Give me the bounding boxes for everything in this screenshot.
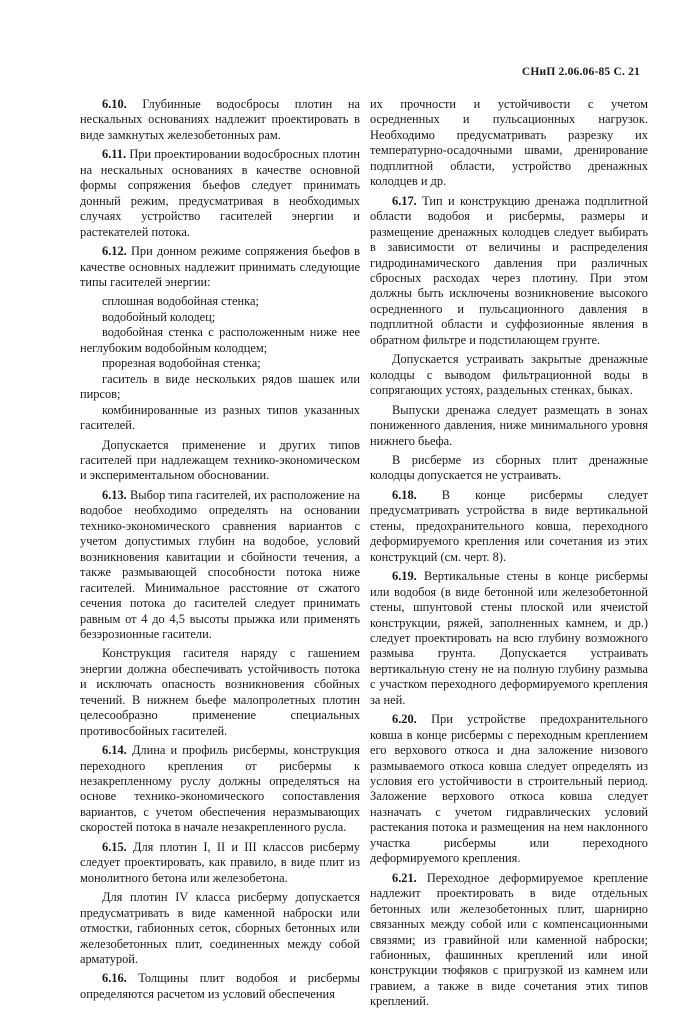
list-item xyxy=(80,294,360,309)
paragraph-text: Тип и конструкцию дренажа подплитной области водобоя и рисбермы, размеры и размещение дренажных колодцев следует выбирать в зависимости от величины и распределения гидродинамического давления при различных сбросных расходах через плотину. При этом должны быть исключены возникновение высокого осредненного и пульсационного давления в подплитной области и суффозионные явления в обратном фильтре и подстилающем грунте. xyxy=(370,193,648,347)
section-number: 6.20. xyxy=(392,712,417,727)
section-paragraph xyxy=(370,488,648,565)
section-number: 6.17. xyxy=(392,193,417,208)
paragraph-text: комбинированные из разных типов указанных гасителей. xyxy=(80,402,360,433)
paragraph-text: В конце рисбермы следует предусматривать устройства в виде вертикальной стены, предохранительного ковша, переходного деформируемого крепления или сочетания из этих конструкций (см. черт. 8). xyxy=(370,487,648,564)
paragraph-text: прорезная водобойная стенка; xyxy=(102,356,261,371)
paragraph-text: их прочности и устойчивости с учетом осредненных и пульсационных нагрузок. Необходимо предусматривать разрезку их температурно-осадочными швами, дренирование подплитной области, устройство дренажных колодцев и др. xyxy=(370,97,648,189)
section-number: 6.13. xyxy=(102,487,127,502)
left-column xyxy=(80,97,360,1002)
section-paragraph xyxy=(80,971,360,1002)
section-paragraph xyxy=(80,97,360,143)
section-paragraph xyxy=(370,871,648,1010)
paragraph-text: При устройстве предохранительного ковша в конце рисбермы с переходным креплением его верхового откоса и дна заложение низового размываемого откоса ковша следует определять из условия его устойчивости в строительный период. Заложение верхового откоса ковша следует назначать с учетом гидравлических условий растекания потока и размещения на нем наклонного участка рисбермы или переходного деформируемого крепления. xyxy=(370,712,648,866)
section-number: 6.14. xyxy=(102,743,127,758)
paragraph xyxy=(370,352,648,398)
paragraph-text: водобойная стенка с расположенным ниже нее неглубоким водобойным колодцем; xyxy=(80,325,360,355)
paragraph-text: гаситель в виде нескольких рядов шашек или пирсов; xyxy=(80,371,360,402)
list-item xyxy=(80,310,360,325)
list-item xyxy=(80,403,360,434)
paragraph-text: Конструкция гасителя наряду с гашением энергии должна обеспечивать устойчивость потока и исключать опасность возникновения сбойных течений. В нижнем бьефе малопролетных плотин целесообразно применение специальных противосбойных гасителей. xyxy=(80,646,360,738)
page-header: СНиП 2.06.06-85 С. 21 xyxy=(521,66,640,78)
section-paragraph xyxy=(80,488,360,643)
paragraph-text: Переходное деформируемое крепление надлежит проектировать в виде отдельных бетонных или железобетонных плит, шарнирно связанных между собой или с компенсационными связями; из гравийной или каменной наброски; габионных, фашинных креплений или иной конструкции тюфяков с пригрузкой из камнем или гравием, а также в виде сочетания этих типов креплений. xyxy=(370,870,648,1009)
section-number: 6.11. xyxy=(102,147,127,162)
paragraph-text: Выпуски дренажа следует размещать в зонах пониженного давления, ниже минимального уровня нижнего бьефа. xyxy=(370,402,648,448)
section-number: 6.10. xyxy=(102,97,127,111)
paragraph-text: При донном режиме сопряжения бьефов в качестве основных надлежит принимать следующие типы гасителей энергии: xyxy=(80,244,360,289)
right-column xyxy=(370,97,648,1010)
paragraph-text: Допускается устраивать закрытые дренажные колодцы с выводом фильтрационной воды в сопрягающих устоях, раздельных стенках, быках. xyxy=(370,352,648,398)
list-item xyxy=(80,325,360,356)
paragraph-text: Глубинные водосбросы плотин на нескальных основаниях надлежит проектировать в виде замкнутых железобетонных рам. xyxy=(80,97,360,142)
paragraph xyxy=(370,97,648,190)
section-number: 6.12. xyxy=(102,244,127,259)
section-paragraph xyxy=(80,840,360,886)
paragraph-text: При проектировании водосбросных плотин на нескальных основаниях в качестве основной формы сопряжения бьефов следует принимать донный режим, предусматривая в необходимых случаях устройство гасителей энергии и растекателей потока. xyxy=(80,147,360,239)
paragraph-text: Для плотин IV класса рисберму допускается предусматривать в виде каменной наброски или отмостки, габионных сеток, сборных бетонных или железобетонных плит, соединенных между собой арматурой. xyxy=(80,890,360,967)
paragraph-text: Толщины плит водобоя и рисбермы определяются расчетом из условий обеспечения xyxy=(80,971,360,1001)
section-paragraph xyxy=(370,194,648,349)
paragraph-text: сплошная водобойная стенка; xyxy=(102,294,259,309)
paragraph-text: Допускается применение и других типов гасителей при надлежащем технико-экономическом и экспериментальном обосновании. xyxy=(80,437,360,483)
section-number: 6.16. xyxy=(102,971,127,986)
section-paragraph xyxy=(80,743,360,836)
section-number: 6.15. xyxy=(102,839,127,854)
section-paragraph xyxy=(370,569,648,708)
section-number: 6.19. xyxy=(392,569,417,584)
section-paragraph xyxy=(80,244,360,290)
section-number: 6.21. xyxy=(392,870,417,885)
paragraph-text: Длина и профиль рисбермы, конструкция переходного крепления от рисбермы к незакрепленному руслу должны определяться на основе технико-экономического сопоставления вариантов, с учетом обеспечения неразмывающих скоростей потока в начале незакрепленного русла. xyxy=(80,743,361,835)
section-paragraph xyxy=(370,712,648,867)
paragraph-text: Вертикальные стены в конце рисбермы или водобоя (в виде бетонной или железобетонной стены, шпунтовой стены плоской или ячеистой конструкции, ряжей, заполненных камнем, и др.) следует проектировать на всю глубину возможного размыва грунта. Допускается устраивать вертикальную стену не на полную глубину размыва с участком переходного деформируемого крепления за ней. xyxy=(370,569,648,707)
paragraph xyxy=(80,438,360,484)
section-paragraph xyxy=(80,147,360,240)
paragraph xyxy=(370,403,648,449)
list-item xyxy=(80,356,360,371)
paragraph-text: Выбор типа гасителей, их расположение на водобое необходимо определять на основании технико-экономического сравнения вариантов с учетом допустимых глубин на водобое, условий возникновения кавитации и сбойности течения, а также размывающей способности потока ниже гасителей. Минимальное расстояние от сжатого сечения потока до гасителей следует принимать равным от 4 до 4,5 высоты прыжка или применять безэрозионные гасители. xyxy=(80,487,360,641)
paragraph xyxy=(80,646,360,739)
paragraph xyxy=(370,453,648,484)
paragraph-text: В рисберме из сборных плит дренажные колодцы допускается не устраивать. xyxy=(370,452,648,483)
list-item xyxy=(80,372,360,403)
section-number: 6.18. xyxy=(392,487,417,502)
paragraph xyxy=(80,890,360,967)
paragraph-text: Для плотин I, II и III классов рисберму следует проектировать, как правило, в виде плит из монолитного бетона или железобетона. xyxy=(80,839,360,885)
paragraph-text: водобойный колодец; xyxy=(102,309,216,324)
